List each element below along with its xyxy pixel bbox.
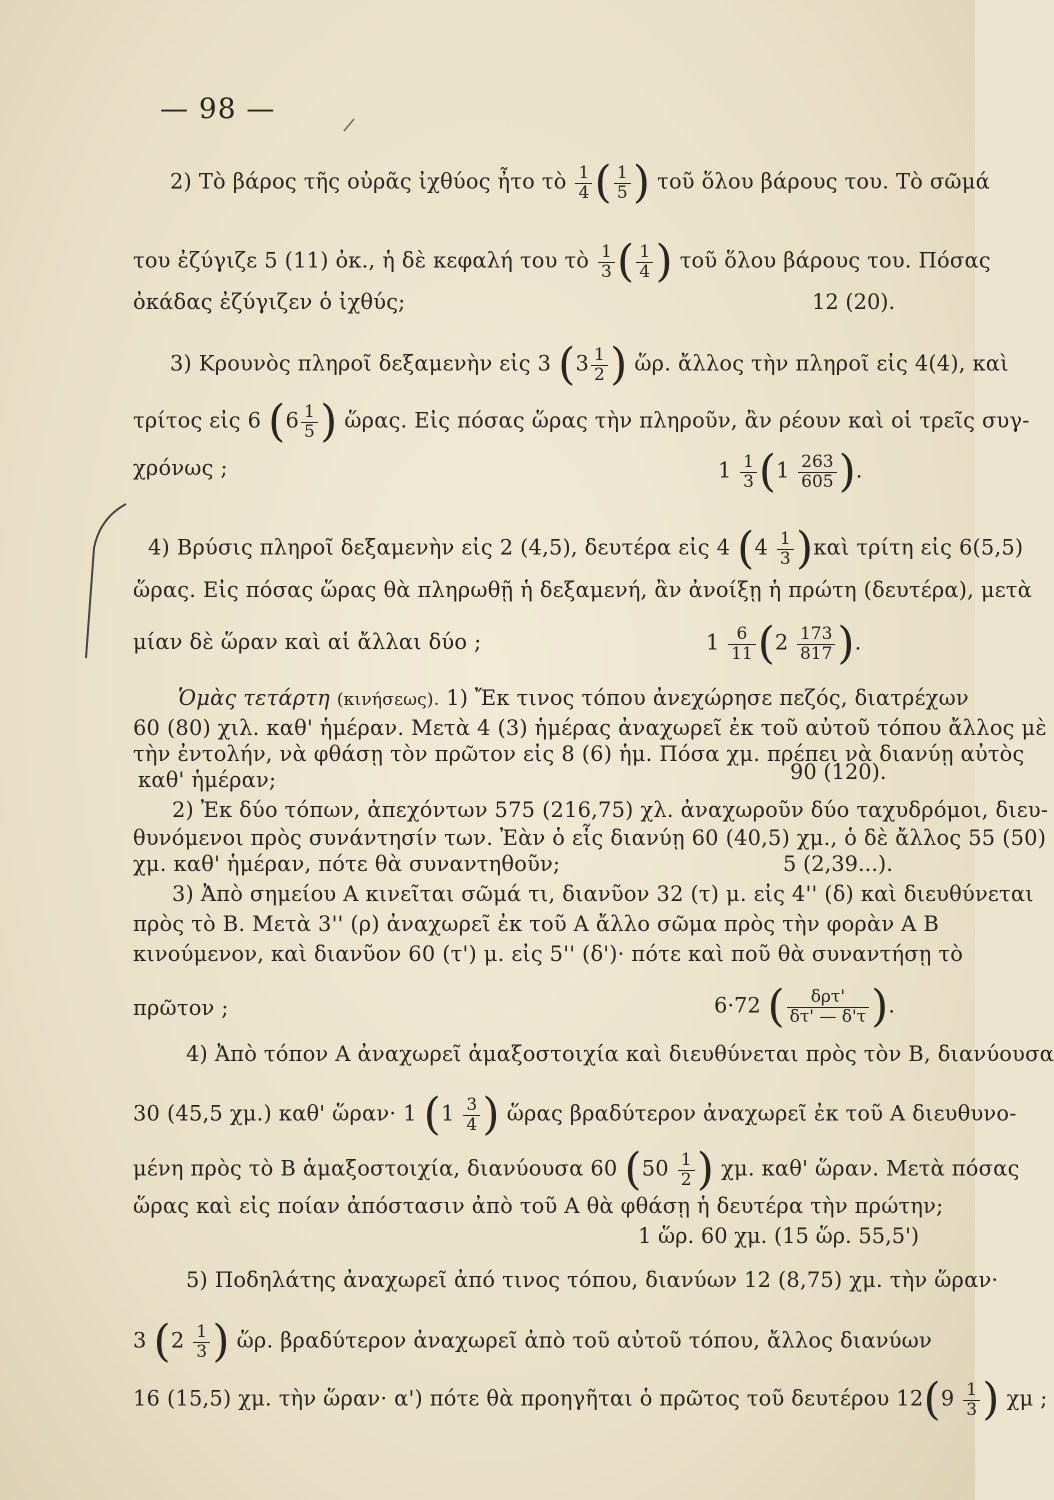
problem-4-line-1: 4) Βρύσις πληροῖ δεξαμενὴν εἰς 2 (4,5), δευτέρα εἰς 4 (4 $\frac{1}{3}$ )καὶ τρίτη εἰς 6(5,5): [148, 523, 1024, 574]
question-5-line-2: 3 (2 $\frac{1}{3}$ ) ὥρ. βραδύτερον ἀναχωρεῖ ἀπὸ τοῦ αὐτοῦ τόπου, ἄλλος διανύων: [133, 1316, 932, 1367]
fraction: $\frac{1}{2}$: [591, 347, 608, 384]
text: 3) Κρουνὸς πληροῖ δεξαμενὴν εἰς 3: [170, 351, 552, 376]
text: μένη πρὸς τὸ Β ἁμαξοστοιχία, διανύουσα 60: [133, 1156, 618, 1181]
text: 1) Ἔκ τινος τόπου ἀνεχώρησε πεζός, διατρέχων: [446, 686, 969, 710]
question-2-line-2: θυνόμενοι πρὸς συνάντησίν των. Ἐὰν ὁ εἷς διανύῃ 60 (40,5) χμ., ὁ δὲ ἄλλος 55 (50): [133, 826, 1047, 850]
problem-4-answer: 1 $\frac{6}{11}$ (2 $\frac{173}{817}$ ).: [706, 618, 862, 669]
text: 2) Τὸ βάρος τῆς οὐρᾶς ἰχθύος ἦτο τὸ: [170, 169, 567, 194]
question-2-answer: 5 (2,39...).: [783, 852, 893, 876]
fraction: $\frac{263}{605}$: [798, 454, 836, 491]
fraction: $\frac{\text{δρτ'}}{\delta\tau' — \delta'\tau}$: [787, 989, 869, 1026]
question-3-line-4: πρῶτον ;: [133, 996, 229, 1020]
fraction: $\frac{3}{4}$: [463, 1097, 480, 1134]
problem-3-line-3: χρόνως ;: [133, 456, 228, 480]
text: 16 (15,5) χμ. τὴν ὥραν· α') πότε θὰ προηγῆται ὁ πρῶτος τοῦ δευτέρου 12: [133, 1386, 924, 1411]
text: του ἐζύγιζε 5 (11) ὀκ., ἡ δὲ κεφαλή του τὸ: [133, 248, 590, 273]
problem-4-line-3: μίαν δὲ ὥραν καὶ αἱ ἄλλαι δύο ;: [133, 630, 482, 654]
fraction: $\frac{1}{5}$: [614, 165, 631, 202]
problem-4-line-2: ὥρας. Εἰς πόσας ὥρας θὰ πληρωθῇ ἡ δεξαμενή, ἂν ἀνοίξῃ ἡ πρώτη (δευτέρα), μετὰ: [133, 578, 1033, 602]
fraction: $\frac{1}{3}$: [740, 454, 757, 491]
text: τρίτος εἰς 6: [133, 408, 262, 433]
section-subheading: (κινήσεως).: [336, 690, 440, 710]
text: ὥρ. βραδύτερον ἀναχωρεῖ ἀπὸ τοῦ αὐτοῦ τόπου, ἄλλος διανύων: [236, 1328, 932, 1353]
question-4-line-3: μένη πρὸς τὸ Β ἁμαξοστοιχία, διανύουσα 60 (50 $\frac{1}{2}$ ) χμ. καθ' ὥραν. Μετὰ πόσας: [133, 1144, 1020, 1195]
question-3-line-3: κινούμενον, καὶ διανῦον 60 (τ') μ. εἰς 5'' (δ')· πότε καὶ ποῦ θὰ συναντήσῃ τὸ: [133, 942, 964, 966]
group-4-line-4: καθ' ἡμέραν;: [138, 768, 277, 792]
question-2-line-1: 2) Ἐκ δύο τόπων, ἀπεχόντων 575 (216,75) χλ. ἀναχωροῦν δύο ταχυδρόμοι, διευ-: [172, 798, 1049, 822]
text: 30 (45,5 χμ.) καθ' ὥραν· 1: [133, 1101, 417, 1126]
problem-2-line-3: ὀκάδας ἐζύγιζεν ὁ ἰχθύς;: [133, 290, 406, 314]
problem-2-line-1: 2) Τὸ βάρος τῆς οὐρᾶς ἰχθύος ἦτο τὸ $\frac{1}{4}$ ( $\frac{1}{5}$ ) τοῦ ὅλου βάρους του. Τὸ σῶμά: [170, 157, 990, 208]
text: χμ ;: [1006, 1386, 1048, 1411]
fraction: $\frac{1}{3}$: [963, 1382, 980, 1419]
fraction: $\frac{1}{3}$: [777, 531, 794, 568]
fraction: $\frac{1}{2}$: [678, 1152, 695, 1189]
fraction: $\frac{1}{4}$: [575, 165, 592, 202]
question-5-line-1: 5) Ποδηλάτης ἀναχωρεῖ ἀπό τινος τόπου, διανύων 12 (8,75) χμ. τὴν ὥραν·: [186, 1268, 999, 1292]
fraction: $\frac{1}{3}$: [598, 244, 615, 281]
problem-3-line-2: τρίτος εἰς 6 (6 $\frac{1}{5}$ ) ὥρας. Εἰς πόσας ὥρας τὴν πληροῦν, ἂν ρέουν καὶ οἱ τρεῖς συγ-: [133, 396, 1030, 447]
page-number: — 98 —: [160, 92, 276, 125]
text: ὥρας βραδύτερον ἀναχωρεῖ ἐκ τοῦ Α διευθυνο-: [506, 1101, 1017, 1126]
pencil-bracket-mark: [78, 498, 138, 668]
problem-3-line-1: 3) Κρουνὸς πληροῖ δεξαμενὴν εἰς 3 (3 $\frac{1}{2}$ ) ὥρ. ἄλλος τὴν πληροῖ εἰς 4(4), καὶ: [170, 339, 1009, 390]
question-2-line-3: χμ. καθ' ἡμέραν, πότε θὰ συναντηθοῦν;: [133, 852, 561, 876]
question-3-line-2: πρὸς τὸ Β. Μετὰ 3'' (ρ) ἀναχωρεῖ ἐκ τοῦ Α ἄλλο σῶμα πρὸς τὴν φορὰν Α Β: [133, 912, 940, 936]
question-3-answer: 6·72 ( $\frac{\text{δρτ'}}{\delta\tau' — \delta'\tau}$ ).: [714, 981, 895, 1032]
problem-3-answer: 1 $\frac{1}{3}$ (1 $\frac{263}{605}$ ).: [718, 446, 863, 497]
question-3-line-1: 3) Ἀπὸ σημείου Α κινεῖται σῶμά τι, διανῦον 32 (τ) μ. εἰς 4'' (δ) καὶ διευθύνεται: [172, 882, 1034, 906]
text: τοῦ ὅλου βάρους του. Πόσας: [679, 248, 991, 273]
group-4-line-2: 60 (80) χιλ. καθ' ἡμέραν. Μετὰ 4 (3) ἡμέρας ἀναχωρεῖ ἐκ τοῦ αὐτοῦ τόπου ἄλλος μὲ: [133, 716, 1047, 740]
text: 3: [133, 1328, 147, 1353]
question-4-line-4: ὥρας καὶ εἰς ποίαν ἀπόστασιν ἀπὸ τοῦ Α θὰ φθάσῃ ἡ δευτέρα τὴν πρώτην;: [133, 1194, 944, 1218]
fraction: $\frac{1}{4}$: [636, 244, 653, 281]
question-4-answer: 1 ὥρ. 60 χμ. (15 ὥρ. 55,5'): [638, 1224, 920, 1248]
text: καὶ τρίτη εἰς 6(5,5): [813, 535, 1024, 560]
question-4-line-2: 30 (45,5 χμ.) καθ' ὥραν· 1 (1 $\frac{3}{4}$ ) ὥρας βραδύτερον ἀναχωρεῖ ἐκ τοῦ Α διευθυνο-: [133, 1089, 1017, 1140]
group-4-answer: 90 (120).: [790, 760, 887, 784]
question-4-line-1: 4) Ἀπὸ τόπον Α ἀναχωρεῖ ἁμαξοστοιχία καὶ διευθύνεται πρὸς τὸν Β, διανύουσα: [186, 1042, 1054, 1066]
text: 4) Βρύσις πληροῖ δεξαμενὴν εἰς 2 (4,5), δευτέρα εἰς 4: [148, 535, 731, 560]
problem-2-line-2: του ἐζύγιζε 5 (11) ὀκ., ἡ δὲ κεφαλή του τὸ $\frac{1}{3}$ ( $\frac{1}{4}$ ) τοῦ ὅλου βάρους του. Πόσας: [133, 236, 991, 287]
fraction: $\frac{6}{11}$: [728, 626, 756, 663]
problem-2-answer: 12 (20).: [812, 290, 896, 314]
section-heading: Ὁμὰς τετάρτη: [178, 686, 330, 710]
text: χμ. καθ' ὥραν. Μετὰ πόσας: [721, 1156, 1020, 1181]
pencil-tick-mark: [340, 115, 360, 135]
text: ὥρας. Εἰς πόσας ὥρας τὴν πληροῦν, ἂν ρέουν καὶ οἱ τρεῖς συγ-: [344, 408, 1030, 433]
fraction: $\frac{1}{3}$: [193, 1324, 210, 1361]
text: ὥρ. ἄλλος τὴν πληροῖ εἰς 4(4), καὶ: [634, 351, 1009, 376]
fraction: $\frac{1}{5}$: [301, 404, 318, 441]
question-5-line-3: 16 (15,5) χμ. τὴν ὥραν· α') πότε θὰ προηγῆται ὁ πρῶτος τοῦ δευτέρου 12(9 $\frac{1}{3}$ ) χμ ;: [133, 1374, 1048, 1425]
text: τοῦ ὅλου βάρους του. Τὸ σῶμά: [657, 169, 990, 194]
group-4-line-3: τὴν ἐντολήν, νὰ φθάσῃ τὸν πρῶτον εἰς 8 (6) ἡμ. Πόσα χμ. πρέπει νὰ διανύῃ αὐτὸς: [133, 742, 1025, 766]
group-4-line-1: [178, 688, 969, 709]
fraction: $\frac{173}{817}$: [797, 626, 835, 663]
